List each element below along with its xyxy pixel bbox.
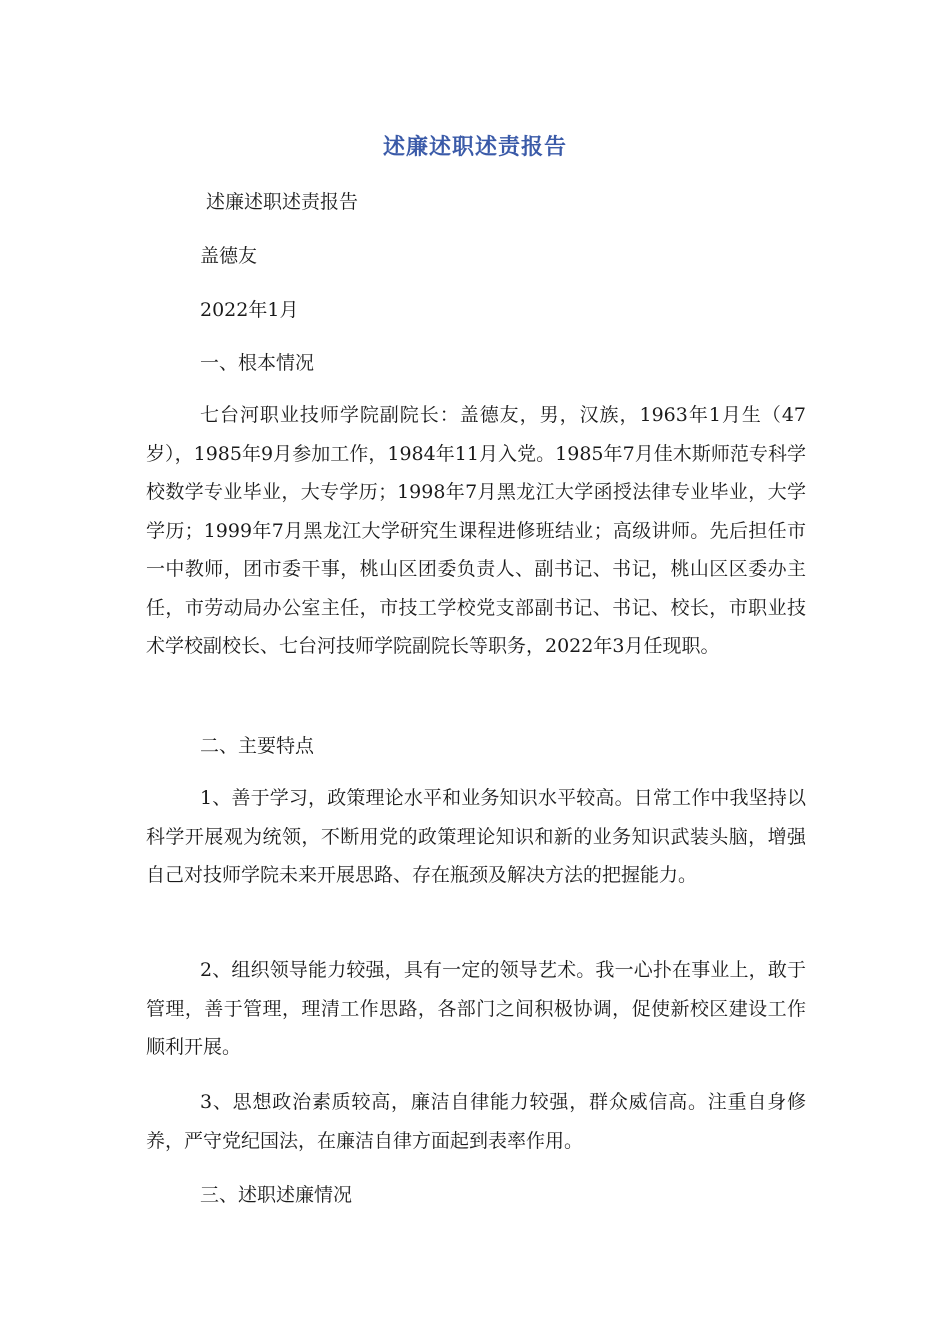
- document-subtitle: 述廉述职述责报告: [206, 191, 359, 213]
- paragraph-feature-2: 2、组织领导能力较强，具有一定的领导艺术。我一心扑在事业上，敢于管理，善于管理，理清工作思路，各部门之间积极协调，促使新校区建设工作顺利开展。: [146, 959, 806, 1058]
- paragraph-basic-info: 七台河职业技师学院副院长：盖德友，男，汉族，1963年1月生（47岁），1985年9月参加工作，1984年11月入党。1985年7月佳木斯师范专科学校数学专业毕业，大专学历；1998年7月黑龙江大学函授法律专业毕业，大学学历；1999年7月黑龙江大学研究生课程进修班结业；高级讲师。先后担任市一中教师，团市委干事，桃山区团委负责人、副书记、书记，桃山区区委办主任，市劳动局办公室主任，市技工学校党支部副书记、书记、校长，市职业技术学校副校长、七台河技师学院副院长等职务，2022年3月任现职。: [146, 404, 806, 657]
- document-title: 述廉述职述责报告: [382, 135, 567, 160]
- paragraph-feature-1: 1、善于学习，政策理论水平和业务知识水平较高。日常工作中我坚持以科学开展观为统领，不断用党的政策理论知识和新的业务知识武装头脑，增强自己对技师学院未来开展思路、存在瓶颈及解决方法的把握能力。: [146, 787, 806, 886]
- document-date: 2022年1月: [200, 299, 299, 321]
- section-heading: 三、述职述廉情况: [200, 1184, 353, 1206]
- paragraph-feature-3: 3、思想政治素质较高，廉洁自律能力较强，群众威信高。注重自身修养，严守党纪国法，在廉洁自律方面起到表率作用。: [146, 1091, 806, 1152]
- section-heading: 二、主要特点: [200, 735, 315, 757]
- section-heading: 一、根本情况: [200, 352, 315, 374]
- document-author: 盖德友: [200, 245, 258, 267]
